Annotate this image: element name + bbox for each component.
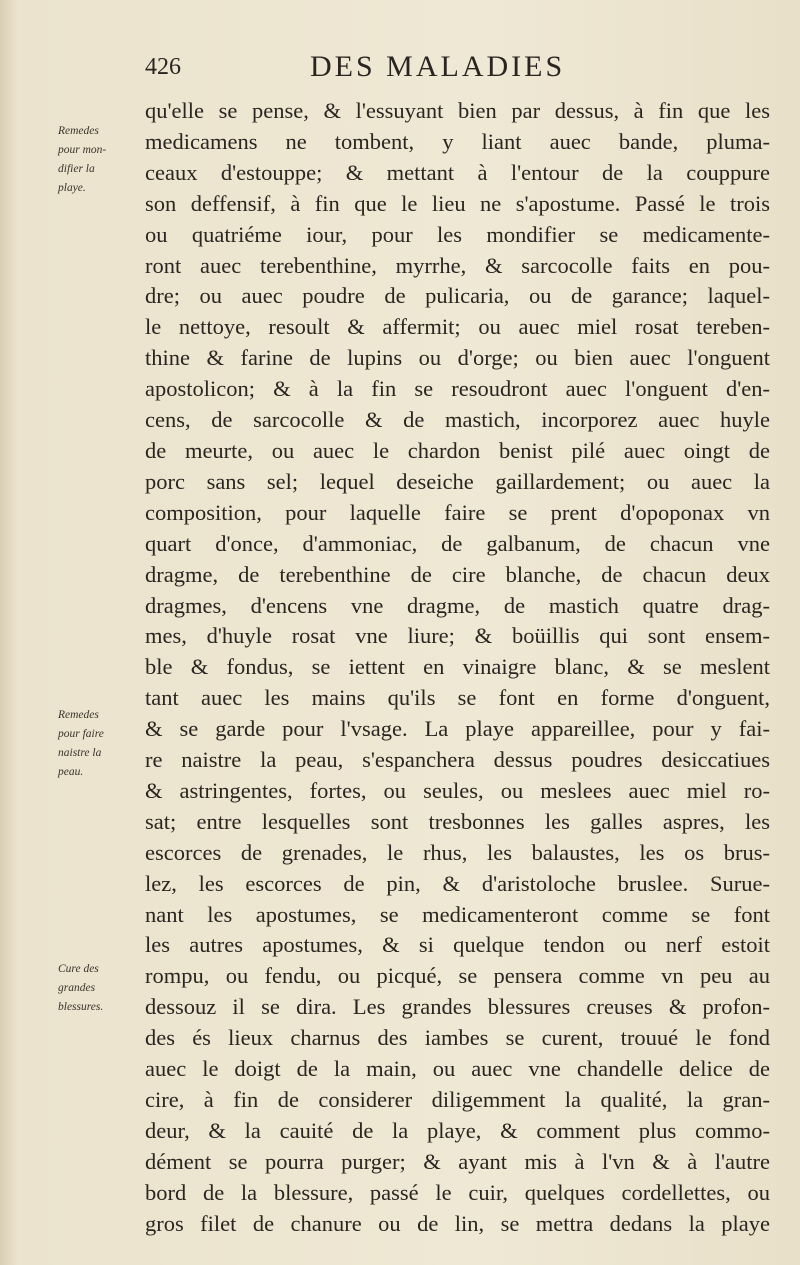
text-line: ble & fondus, se iettent en vinaigre blanc, & se meslent xyxy=(145,654,770,680)
text-line: porc sans sel; lequel deseiche gaillardement; ou auec la xyxy=(145,468,770,494)
text-line: ceaux d'estouppe; & mettant à l'entour de la couppure xyxy=(145,159,770,185)
text-line: composition, pour laquelle faire se prent d'opoponax vn xyxy=(145,499,770,525)
margin-note-line: peau. xyxy=(58,766,84,778)
text-line: & astringentes, fortes, ou seules, ou meslees auec miel ro- xyxy=(145,777,770,803)
page-number: 426 xyxy=(145,54,181,80)
text-line: dragme, de terebenthine de cire blanche, de chacun deux xyxy=(145,561,770,587)
margin-note-line: Remedes xyxy=(58,125,99,137)
text-line: le nettoye, resoult & affermit; ou auec miel rosat tereben- xyxy=(145,314,770,340)
text-line: son deffensif, à fin que le lieu ne s'apostume. Passé le trois xyxy=(145,190,770,216)
text-line: apostolicon; & à la fin se resoudront auec l'onguent d'en- xyxy=(145,376,770,402)
body-text xyxy=(145,96,770,1240)
margin-notes xyxy=(0,0,135,1265)
margin-note-line: difier la xyxy=(58,163,95,175)
margin-note-line: Remedes xyxy=(58,709,99,721)
margin-note-blessures xyxy=(58,960,136,1017)
running-head: DES MALADIES xyxy=(310,50,566,83)
text-line: dessouz il se dira. Les grandes blessures creuses & profon- xyxy=(145,994,770,1020)
text-line: lez, les escorces de pin, & d'aristoloche bruslee. Surue- xyxy=(145,870,770,896)
text-line: deur, & la cauité de la playe, & comment plus commo- xyxy=(145,1117,770,1143)
text-line: gros filet de chanure ou de lin, se mettra dedans la playe xyxy=(145,1210,770,1236)
text-line: dragmes, d'encens vne dragme, de mastich quatre drag- xyxy=(145,592,770,618)
margin-note-mondifier xyxy=(58,122,136,198)
margin-note-peau xyxy=(58,706,136,782)
text-line: ront auec terebenthine, myrrhe, & sarcocolle faits en pou- xyxy=(145,252,770,278)
text-line: medicamens ne tombent, y liant auec bande, pluma- xyxy=(145,128,770,154)
text-line: dre; ou auec poudre de pulicaria, ou de garance; laquel- xyxy=(145,283,770,309)
margin-note-line: grandes xyxy=(58,982,96,994)
text-line: quart d'once, d'ammoniac, de galbanum, de chacun vne xyxy=(145,530,770,556)
margin-note-line: pour mon- xyxy=(58,144,107,156)
text-line: qu'elle se pense, & l'essuyant bien par dessus, à fin que les xyxy=(145,98,770,123)
text-line: sat; entre lesquelles sont tresbonnes les galles aspres, les xyxy=(145,808,770,834)
text-line: nant les apostumes, se medicamenteront comme se font xyxy=(145,901,770,927)
text-line: & se garde pour l'vsage. La playe appareillee, pour y fai- xyxy=(145,716,770,742)
text-line: cire, à fin de considerer diligemment la qualité, la gran- xyxy=(145,1087,770,1112)
text-line: ou quatriéme iour, pour les mondifier se medicamente- xyxy=(145,221,770,247)
margin-note-line: naistre la xyxy=(58,747,102,759)
text-line: cens, de sarcocolle & de mastich, incorporez auec huyle xyxy=(145,407,770,433)
margin-note-line: pour faire xyxy=(58,728,104,740)
text-line: rompu, ou fendu, ou picqué, se pensera comme vn peu au xyxy=(145,963,770,989)
text-line: auec le doigt de la main, ou auec vne chandelle delice de xyxy=(145,1056,770,1082)
text-line: escorces de grenades, le rhus, les balaustes, les os brus- xyxy=(145,839,770,865)
margin-note-line: Cure des xyxy=(58,963,99,975)
text-line: des és lieux charnus des iambes se curent, trouué le fond xyxy=(145,1025,770,1051)
text-line: de meurte, ou auec le chardon benist pilé auec oingt de xyxy=(145,437,770,463)
text-line: mes, d'huyle rosat vne liure; & boüillis qui sont ensem- xyxy=(145,623,770,649)
text-line: dément se pourra purger; & ayant mis à l'vn & à l'autre xyxy=(145,1148,770,1174)
text-line: bord de la blessure, passé le cuir, quelques cordellettes, ou xyxy=(145,1179,770,1205)
text-line: les autres apostumes, & si quelque tendon ou nerf estoit xyxy=(145,932,770,958)
margin-note-line: blessures. xyxy=(58,1001,104,1013)
text-line: re naistre la peau, s'espanchera dessus poudres desiccatiues xyxy=(145,747,770,773)
text-line: tant auec les mains qu'ils se font en forme d'onguent, xyxy=(145,685,770,711)
text-line: thine & farine de lupins ou d'orge; ou bien auec l'onguent xyxy=(145,345,770,371)
page-header xyxy=(145,48,770,88)
margin-note-line: playe. xyxy=(58,182,86,194)
